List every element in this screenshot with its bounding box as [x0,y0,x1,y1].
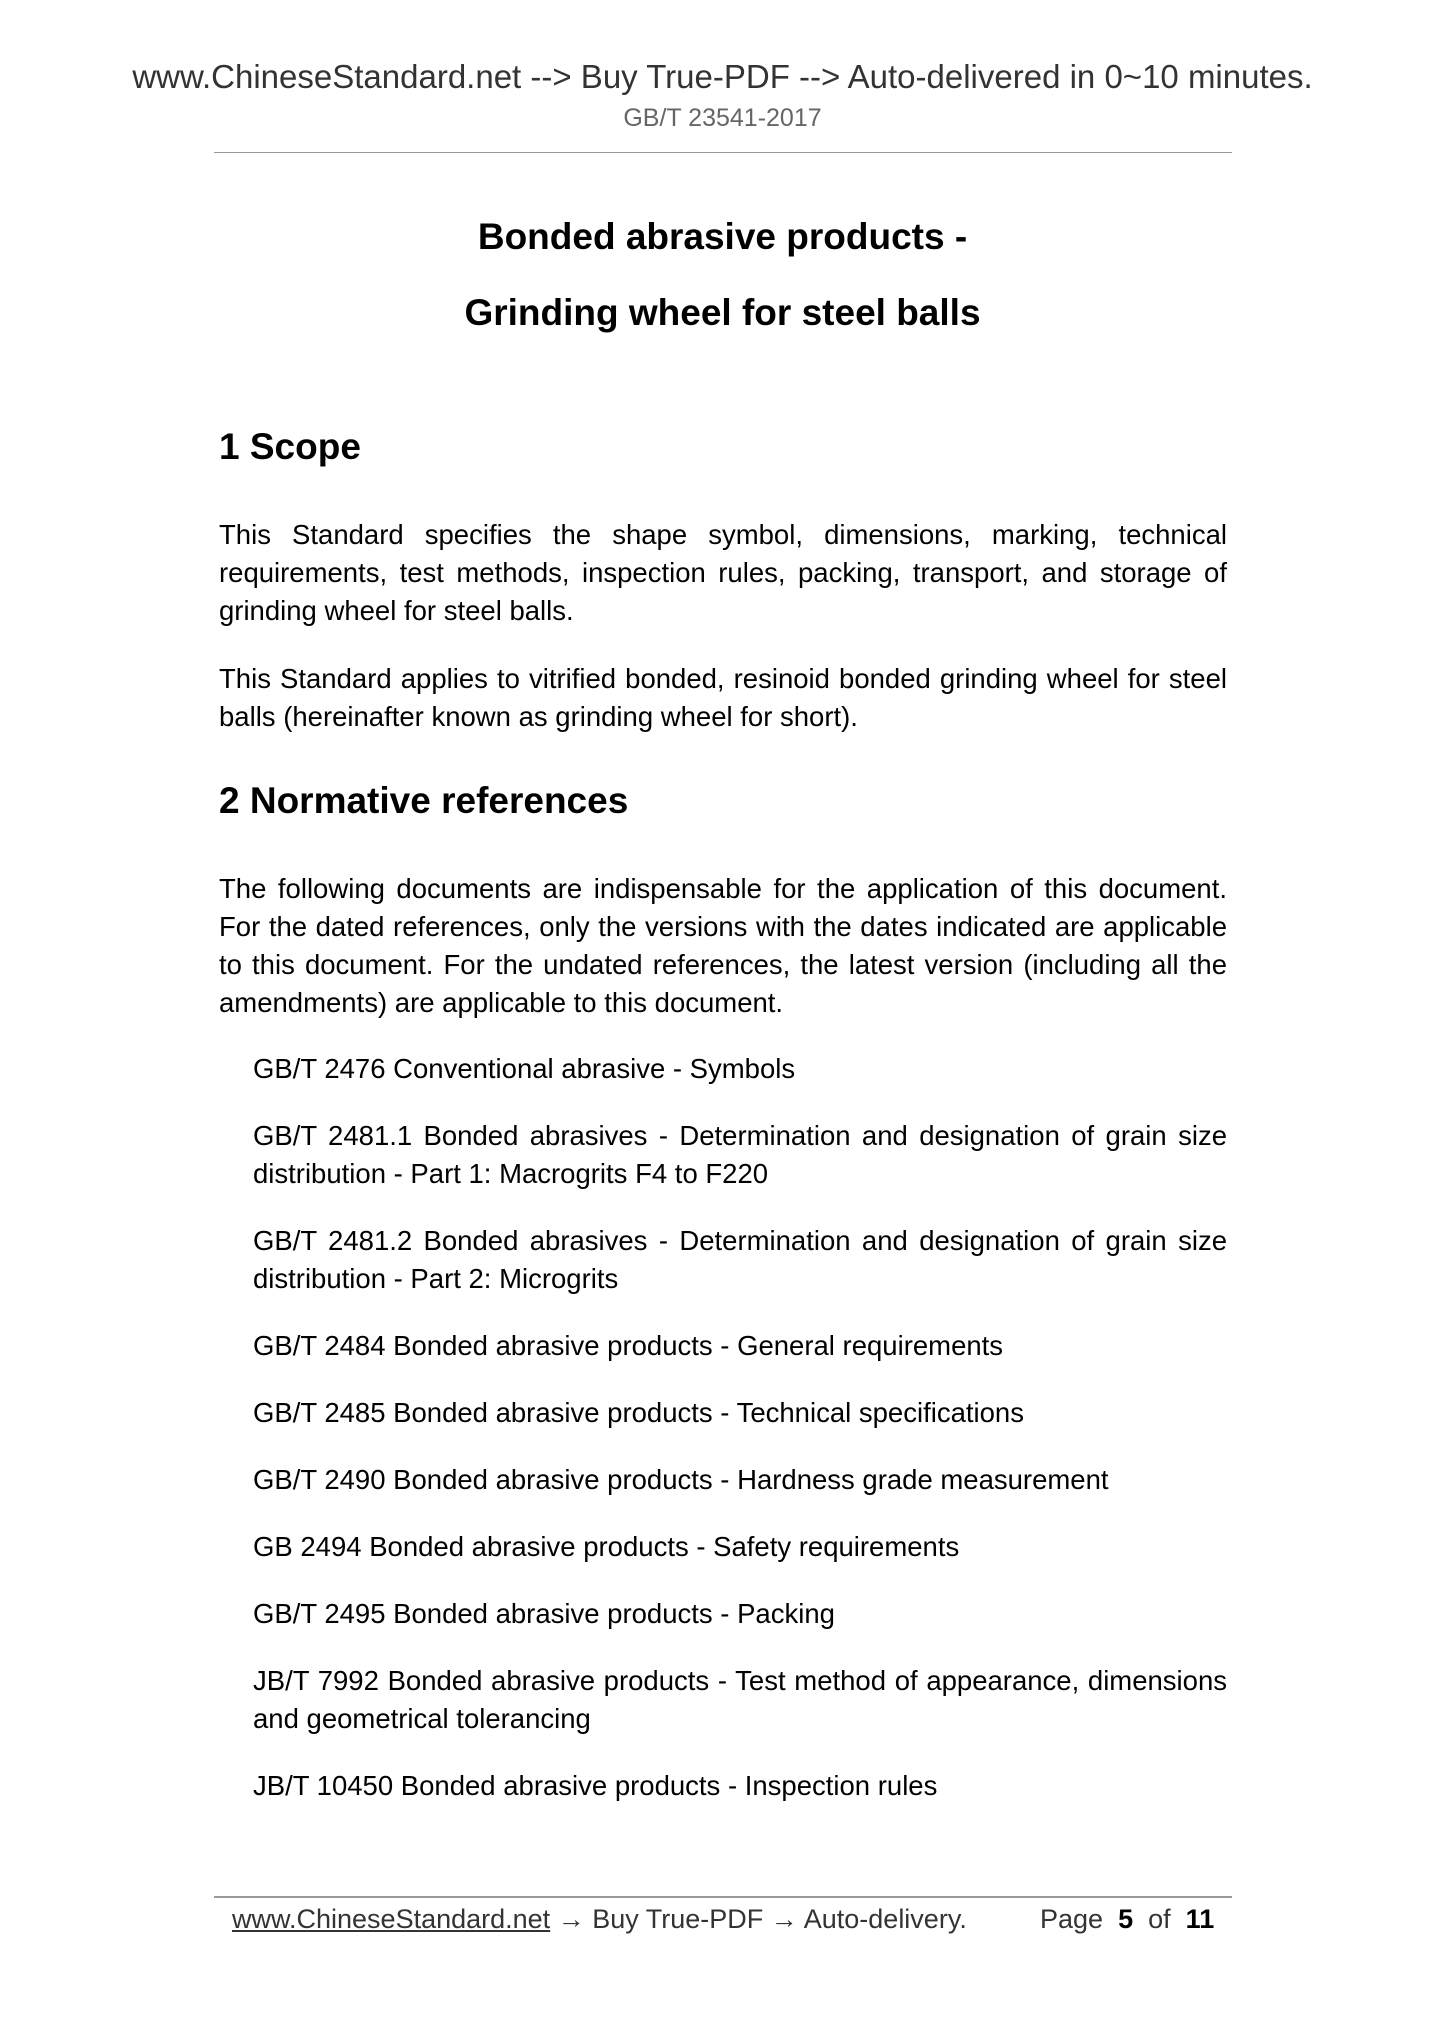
document-title-line2: Grinding wheel for steel balls [464,292,981,333]
reference-item: GB/T 2476 Conventional abrasive - Symbols [253,1053,796,1084]
reference-item: GB 2494 Bonded abrasive products - Safety requirements [253,1531,960,1562]
reference-item: GB/T 2485 Bonded abrasive products - Technical specifications [253,1397,1024,1428]
page-current: 5 [1118,1904,1134,1934]
footer-tagline: → Buy True-PDF → Auto-delivery. [550,1904,967,1934]
scope-paragraph-1: This Standard specifies the shape symbol, dimensions, marking, technical requirements, test methods, inspection rules, packing, transport, and storage of grinding wheel for steel balls. [219,519,1227,626]
normative-intro-paragraph: The following documents are indispensable for the application of this document. For the dated references, only the versions with the dates indicated are applicable to this document. For the undated references, the latest version (including all the amendments) are applicable to this document. [219,873,1227,1018]
section-heading-normative-references: 2 Normative references [219,780,629,821]
header-banner: www.ChineseStandard.net --> Buy True-PDF --> Auto-delivered in 0~10 minutes. [132,58,1313,95]
reference-item: GB/T 2481.2 Bonded abrasives - Determination and designation of grain size distribution - Part 2: Microgrits [253,1225,1227,1294]
footer-text [232,1900,967,1938]
reference-list [253,1050,1227,1834]
standard-number: GB/T 23541-2017 [623,104,822,132]
page-label: Page [1040,1904,1104,1934]
section-heading-scope: 1 Scope [219,426,361,467]
scope-paragraph-2: This Standard applies to vitrified bonded, resinoid bonded grinding wheel for steel balls (hereinafter known as grinding wheel for short). [219,663,1227,732]
header-divider [214,152,1232,153]
reference-item: JB/T 7992 Bonded abrasive products - Test method of appearance, dimensions and geometrical tolerancing [253,1665,1227,1734]
page-indicator [1040,1900,1214,1938]
reference-item: JB/T 10450 Bonded abrasive products - Inspection rules [253,1770,938,1801]
footer-link[interactable]: www.ChineseStandard.net [232,1904,551,1934]
reference-item: GB/T 2484 Bonded abrasive products - General requirements [253,1330,1004,1361]
reference-item: GB/T 2495 Bonded abrasive products - Packing [253,1598,835,1629]
document-title-line1: Bonded abrasive products - [477,216,968,257]
page-of: of [1148,1904,1171,1934]
footer-divider [214,1896,1232,1898]
reference-item: GB/T 2481.1 Bonded abrasives - Determination and designation of grain size distribution - Part 1: Macrogrits F4 to F220 [253,1120,1227,1189]
page-total: 11 [1185,1904,1215,1934]
reference-item: GB/T 2490 Bonded abrasive products - Hardness grade measurement [253,1464,1109,1495]
